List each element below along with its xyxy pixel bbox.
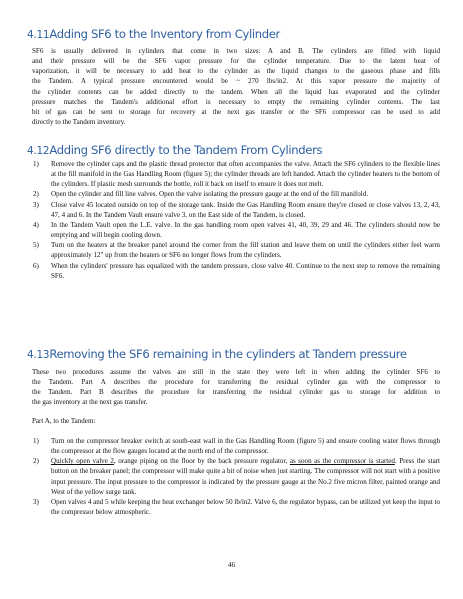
paragraph-line: the Tandem. Part B describes the procedure for transferring the residual cylinder gas to storage for addition to <box>32 388 440 397</box>
section-number: 4.12 <box>27 145 50 157</box>
page-number: 46 <box>227 561 236 569</box>
list-item-text: Remove the cylinder caps and the plastic thread protector that often accompanies the valve. Attach the SF6 cylinders to the flexible lines at the fill manifold in the Gas Handling Room (figure 5); the cylinder threads are left handed. Attach the cylinder heaters to the bottom of the cylinders. If plastic mesh surrounds the bottle, roll it back on itself to ensure it does not melt. <box>51 160 440 189</box>
list-item-text: In the Tandem Vault open the L.E. valve. In the gas handling room open valves 41, 40, 39, 29 and 46. The cylinders should now be emptying and will begin cooling down. <box>51 220 440 240</box>
list-marker: 5) <box>33 241 39 250</box>
list-item <box>32 220 440 240</box>
section-title: Adding SF6 to the Inventory from Cylinder <box>49 27 280 41</box>
section-4-13-intro <box>32 367 440 408</box>
section-4-12-steps <box>32 159 440 281</box>
paragraph-line: vaporization, it will be necessary to add heat to the cylinder as the liquid changes to the gaseous phase and fills <box>32 67 440 76</box>
paragraph-line: the gas inventory at the next gas transfer. <box>32 398 148 407</box>
section-title: Removing the SF6 remaining in the cylinders at Tandem pressure <box>49 347 407 361</box>
list-item <box>32 200 440 220</box>
list-item <box>32 456 440 497</box>
list-marker: 4) <box>33 220 39 229</box>
list-item <box>32 497 440 517</box>
list-item <box>32 189 440 199</box>
section-number: 4.13 <box>27 349 50 361</box>
list-item-text: Turn on the compressor breaker switch at south-east wall in the Gas Handling Room (figure 5) and ensure cooling water flows through the compressor at the flow gauges located at the north end of the compressor. <box>51 437 440 456</box>
list-item <box>32 159 440 189</box>
section-heading-4-12 <box>27 143 322 157</box>
list-item-text: Close valve 45 located outside on top of the storage tank. Inside the Gas Handling Room ensure they're closed or close valves 13, 2, 43, 47, 4 and 6. In the Tandem Vault ensure valve 3, on the East side of the Tandem, is closed. <box>51 200 440 219</box>
underlined-instruction: Quickly open valve 2 <box>51 457 114 466</box>
section-heading-4-11 <box>27 27 280 41</box>
paragraph-line: the cylinder contents can be added directly to the tandem. When all the liquid has evaporated and the cylinder <box>32 87 440 96</box>
list-item <box>32 261 440 281</box>
list-item <box>32 436 440 456</box>
list-item-text: Open valves 4 and 5 while keeping the heat exchanger below 50 lb/in2. Valve 6, the regulator bypass, can be utilized yet keep the input to the compressor below atmospheric. <box>51 497 440 517</box>
paragraph-line: the Tandem. Part A describes the procedure for transferring the residual cylinder gas with the compressor to <box>32 378 440 387</box>
list-item-text-part: , orange piping on the floor by the back pressure regulator, <box>113 457 290 466</box>
paragraph-line: pressure matches the Tandem's additional effort is necessary to empty the remaining cylinder contents. The last <box>32 97 440 106</box>
paragraph-line: These two procedures assume the valves are still in the state they were left in when adding the cylinder SF6 to <box>32 368 440 376</box>
paragraph-line: the Tandem. A typical pressure encountered would be ~ 270 lbs/in2. At this vapor pressure the majority of <box>32 77 440 86</box>
paragraph-line: bit of gas can be sent to storage for recovery at the next gas transfer or the SF6 compressor can be used to add <box>32 107 440 116</box>
list-item <box>32 240 440 260</box>
underlined-instruction: as soon as the compressor is started <box>289 457 395 466</box>
section-title: Adding SF6 directly to the Tandem From Cylinders <box>49 143 323 157</box>
list-marker: 6) <box>33 261 39 270</box>
paragraph-line: directly to the Tandem inventory. <box>32 118 126 127</box>
section-number: 4.11 <box>27 29 50 41</box>
list-marker: 3) <box>33 497 39 506</box>
section-heading-4-13 <box>27 347 407 361</box>
list-item-text: When the cylinders' pressure has equalized with the tandem pressure, close valve 40. Continue to the next step to remove the remaining SF6. <box>51 261 440 280</box>
list-item-text: Open the cylinder and fill line valves. Open the valve isolating the pressure gauge at the end of the fill manifold. <box>51 190 369 199</box>
list-item-text-part: . Press the start button on the breaker panel; the compressor will make quite a bit of noise when just starting. The compressor will not start with a positive input pressure. The input pressure to the compressor is indicated by the pressure gauge at the No.2 five micron filter, painted orange and West of the yellow surge tank. <box>51 457 441 496</box>
list-marker: 2) <box>33 457 39 466</box>
list-marker: 1) <box>33 437 39 445</box>
list-marker: 3) <box>33 200 39 209</box>
section-4-13-steps <box>32 436 440 517</box>
paragraph-line: and their pressure will be the SF6 vapor pressure for the cylinder temperature. Due to the latent heat of <box>32 57 440 66</box>
list-item-text: Turn on the heaters at the breaker panel around the corner from the fill station and leave them on until the cylinders either feel warm approximately 12" up from the heaters or SF6 no longer flows from the cylinders. <box>51 241 440 260</box>
list-marker: 2) <box>33 190 39 199</box>
paragraph-line: SF6 is usually delivered in cylinders that come in two sizes: A and B. The cylinders are filled with liquid <box>32 47 440 55</box>
list-item-text <box>51 456 440 497</box>
part-a-label: Part A, to the Tandem: <box>32 417 96 425</box>
section-4-11-paragraph <box>32 46 440 127</box>
list-marker: 1) <box>33 160 39 168</box>
